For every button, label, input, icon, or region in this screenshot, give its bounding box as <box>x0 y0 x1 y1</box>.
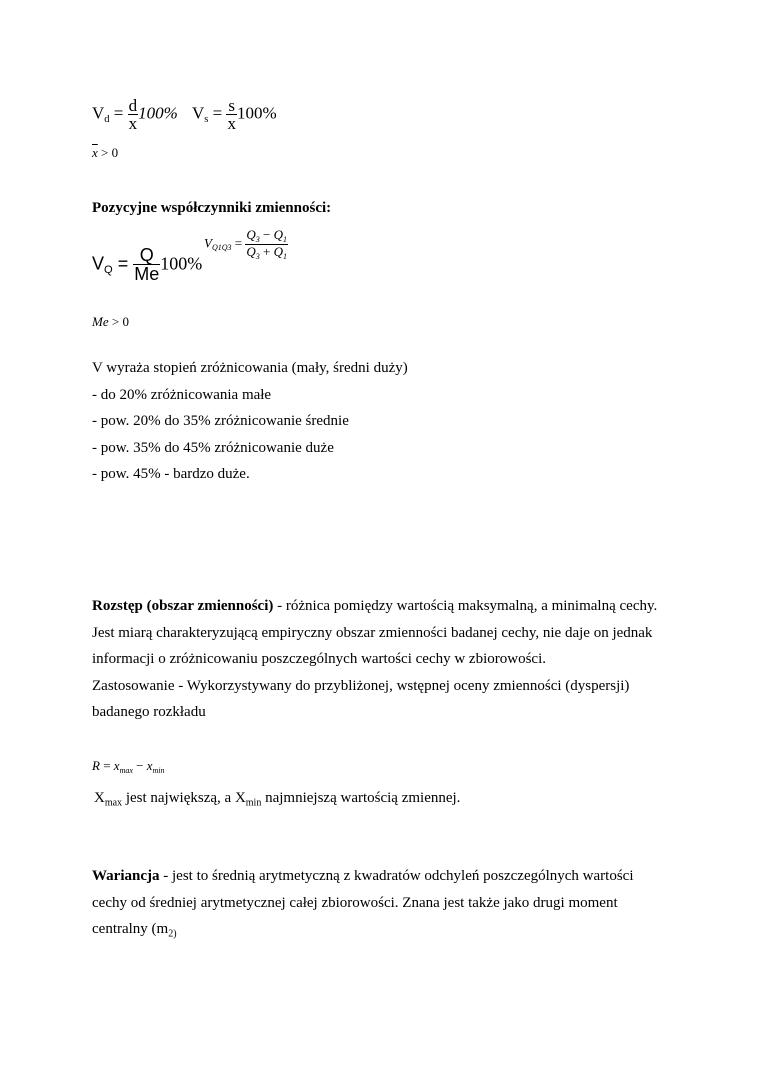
condition-me-positive: Me > 0 <box>92 314 129 329</box>
list-item: - pow. 45% - bardzo duże. <box>92 466 250 482</box>
heading-positional-coefficients: Pozycyjne współczynniki zmienności: <box>92 200 332 216</box>
formula-vd: $V_d$ = $\frac{d}{x}$ 100% <box>92 96 178 133</box>
fraction-d-over-x: $\frac{d}{x}$ <box>128 96 138 133</box>
range-section: Rozstęp (obszar zmienności) - różnica pomiędzy wartością maksymalną, a minimalną cechy. Jest miarą charakteryzującą empiryczny obszar zmienności badanej cechy, nie daje on jednak informacji o zróżnicowaniu poszczególnych wartości cechy w zbiorowości. Zastosowanie - Wykorzystywany do przybliżonej, wstępnej oceny zmienności (dyspersji) badanego rozkładu <box>92 598 658 720</box>
list-item: - pow. 20% do 35% zróżnicowanie średnie <box>92 413 349 429</box>
range-term: Rozstęp (obszar zmienności) <box>92 598 274 614</box>
variance-section: Wariancja - jest to średnią arytmetyczną z kwadratów odchyleń poszczególnych wartości cechy od średniej arytmetycznej całej zbiorowości. Znana jest także jako drugi moment centralny ($m_{2)}$ <box>92 868 634 940</box>
fraction-q-over-me: $\frac{Q}{Me}$ <box>134 245 160 284</box>
fraction-quartile-ratio: $\frac{Q_3 - Q_1}{Q_3 + Q_1}$ <box>246 227 288 261</box>
formula-range: $R = x_{max} - x_{min}$ <box>92 758 165 775</box>
list-item: - pow. 35% do 45% zróżnicowanie duże <box>92 439 334 456</box>
variation-scale <box>92 355 712 488</box>
list-item: - do 20% zróżnicowania małe <box>92 386 272 403</box>
variance-term: Wariancja <box>92 868 160 884</box>
scale-intro: V wyraża stopień zróżnicowania (mały, średni duży) <box>92 360 408 376</box>
condition-x-positive: $\overline{x} > 0$ <box>92 145 119 160</box>
formula-vq1q3: $V_{Q1Q3}$ = $\frac{Q_3 - Q_1}{Q_3 + Q_1}$ <box>204 227 288 261</box>
fraction-s-over-x: $\frac{s}{x}$ <box>227 96 236 133</box>
formula-vs: $V_s$ = $\frac{s}{x}$ 100% <box>192 96 277 133</box>
formula-vq: $V_Q$ = $\frac{Q}{Me}$ 100% <box>92 245 203 284</box>
xmax-xmin-note: $X_{max}$ jest największą, a $X_{min}$ najmniejszą wartością zmiennej. <box>94 790 461 809</box>
